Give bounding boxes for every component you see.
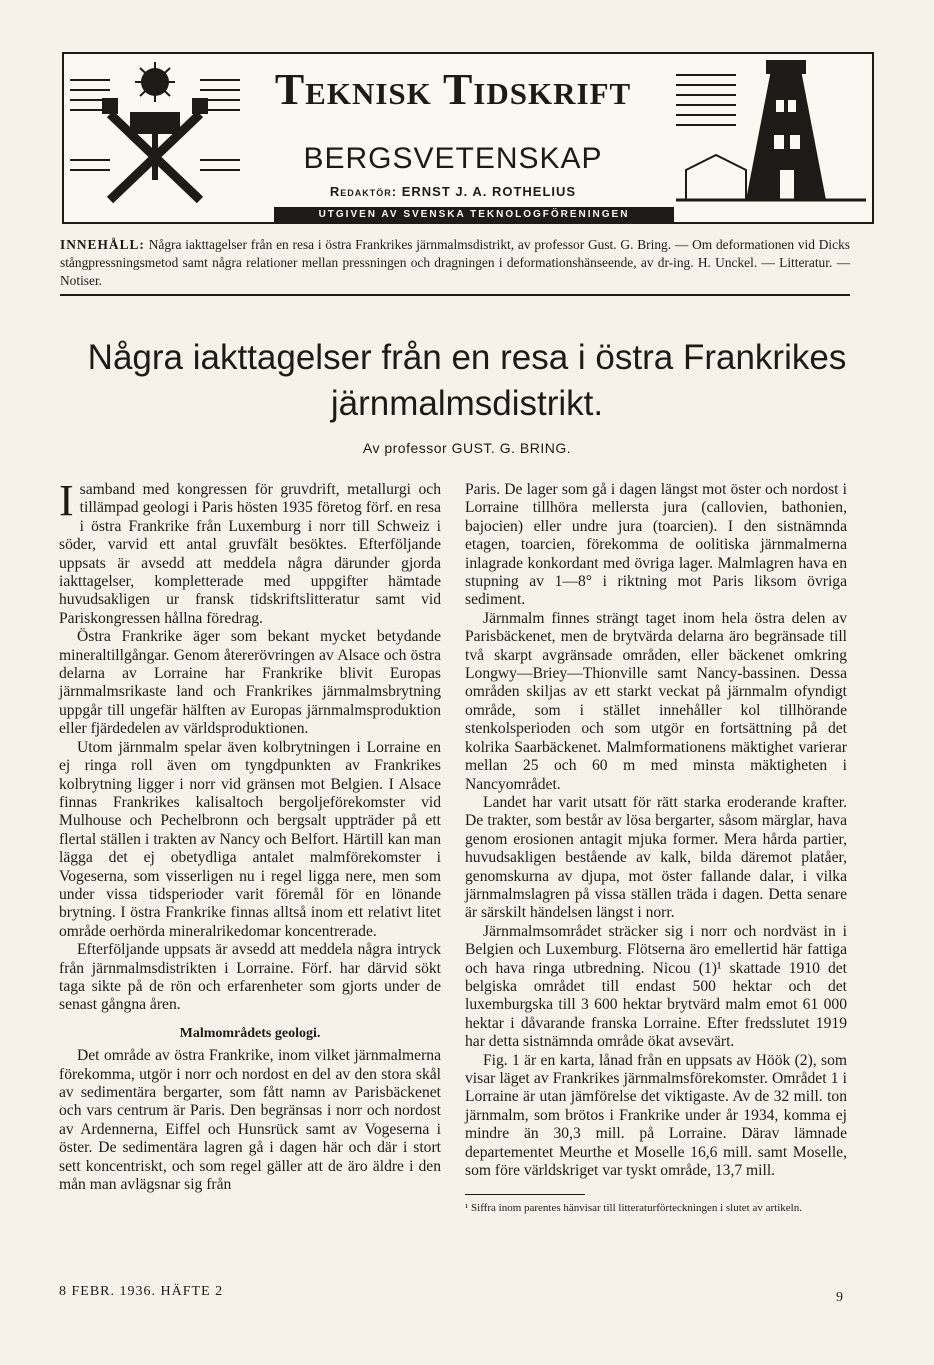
contents-label: INNEHÅLL:: [60, 237, 145, 252]
paragraph: Paris. De lager som gå i dagen längst mot öster och nordost i Lorraine tillhöra mellersta jura (callovien, bathonien, bajocien) eller undre jura (toarcien). I den sistnämnda etagen, toarcien, förekomma de oolitiska järnmalmerna inlagrade konkordant med övriga lager. Malmlagren hava en stupning av 1—8° i riktning mot Paris liksom övriga sediment.: [465, 481, 847, 609]
table-of-contents: [60, 236, 850, 290]
left-column: [59, 476, 441, 1194]
drop-cap: I: [59, 476, 74, 525]
issue-date: 8 FEBR. 1936. HÄFTE 2: [59, 1284, 224, 1299]
article-title: Några iakttagelser från en resa i östra Frankrikes järnmalmsdistrikt.: [87, 338, 847, 423]
paragraph: Det område av östra Frankrike, inom vilket järnmalmerna förekomma, utgör i norr och nordost en del av den stora skål av sedimentära bergarter, som fått namn av Parisbäckenet och vars centrum är Paris. Den begränsas i norr och nordost av Ardennerna, Eiffel och Hunsrück samt av Vogeserna i öster. De sedimentära lagren gå i dagen här och där i stort sett koncentriskt, och som regel gäller att de äro äldre i den mån man avlägsnar sig från: [59, 1047, 441, 1194]
paragraph: Utom järnmalm spelar även kolbrytningen i Lorraine en ej ringa roll även om tyngdpunkten av Frankrikes kolbrytning ligger i norr vid gränsen mot Belgien. I Alsace finnas Frankrikes kalisaltoch bergoljeförekomster vid Mulhouse och Pechelbronn och bergsalt uppträder på ett flertal ställen i trakten av Nancy och Belfort. Härtill kan man lägga det ej obetydliga antalet malmförekomster i Vogeserna, som visserligen nu i regel ligga nere, men som under vissa tidsperioder varit föremål för en lönande brytning. I östra Frankrike finnas alltså inom ett relativt litet område oerhörda mineralrikedomar koncentrerade.: [59, 738, 441, 940]
divider: [60, 294, 850, 296]
journal-title: Teknisk Tidskrift: [274, 65, 632, 114]
byline: Av professor GUST. G. BRING.: [362, 440, 572, 456]
section-name: BERGSVETENSKAP: [303, 142, 603, 175]
paragraph: Efterföljande uppsats är avsedd att meddela några intryck från järnmalmsdistrikten i Lorraine. Förf. har därvid sökt taga sikte på de rön och erfarenheter som gjorts under de senast gångna åren.: [59, 941, 441, 1014]
paragraph: Järnmalmsområdet sträcker sig i norr och nordväst in i Belgien och Luxemburg. Flötserna äro emellertid här fattiga och hava ringa utbredning. Nicou (1)¹ skattade 1910 det belgiska området till endast 500 hektar och det luxemburgska till 3 600 hektar brytvärd malm emot 61 000 hektar i dåvarande franska Lorraine. Efter fredsslutet 1919 har detta sistnämnda område ökat avsevärt.: [465, 922, 847, 1051]
paragraph: Fig. 1 är en karta, lånad från en uppsats av Höök (2), som visar läget av Frankrikes järnmalmsförekomster. Området 1 i Lorraine är utan jämförelse det viktigaste. Av de 32 mill. ton järnmalm, som brötos i Frankrike under år 1934, komma ej mindre än 30,3 mill. på Lorraine. Därav lämnade departementet Meurthe et Moselle 16,6 mill. samt Moselle, som före världskriget var tyskt område, 13,7 mill.: [465, 1051, 847, 1180]
paragraph: Östra Frankrike äger som bekant mycket betydande mineraltillgångar. Genom återerövringen av Alsace och östra delarna av Lorraine har Frankrike blivit Europas järnmalmsrikaste land och Frankrikes järnmalmsbrytning uppgår till ungefär hälften av Europas järnmalmsproduktion eller fjärdedelen av världsproduktionen.: [59, 628, 441, 738]
contents-text: Några iakttagelser från en resa i östra Frankrikes järnmalmsdistrikt, av professor Gust. G. Bring. — Om deformationen vid Dicks stångpressningsmetod samt några relationer mellan pressningen och dragningen i deformationshänseende, av dr-ing. H. Unckel. — Litteratur. — Notiser.: [60, 237, 850, 288]
right-column: [465, 481, 847, 1215]
paragraph: Järnmalm finnes strängt taget inom hela östra delen av Parisbäckenet, men de brytvärda delarna äro begränsade till två skarpt avgränsade områden, eller bäckenet omkring Longwy—Briey—Thionville samt Nancy-bassinen. Dessa områden skiljas av ett starkt veckat på järnmalm ofyndigt område, som i stället innehåller kol tillhörande stenkolsperioden och som utgör en fortsättning på det kolrika Saarbäckenet. Malmformationens mäktighet varierar mellan 25 och 60 m med minsta mäktigheten i Nancyområdet.: [465, 609, 847, 793]
editor-line: Redaktör: ERNST J. A. ROTHELIUS: [329, 184, 577, 199]
footnote-divider: [465, 1194, 585, 1195]
footnote: ¹ Siffra inom parentes hänvisar till litteraturförteckningen i slutet av artikeln.: [465, 1202, 802, 1215]
section-heading: Malmområdets geologi.: [179, 1025, 321, 1041]
crossed-torches-hammer-emblem-icon: [70, 60, 240, 210]
masthead: [62, 52, 874, 224]
paragraph: Isamband med kongressen för gruvdrift, metallurgi och tillämpad geologi i Paris hösten 1935 företog förf. en resa i östra Frankrike från Luxemburg i norr till Schweiz i söder, varvid ett antal gruvfält besöktes. Efterföljande uppsats är avsedd att meddela några därunder gjorda iakttagelser, kompletterade med uppgifter hämtade huvudsakligen ur fransk tidskriftslitteratur samt vid Pariskongressen hållna föredrag.: [59, 476, 441, 627]
paragraph: Landet har varit utsatt för rätt starka eroderande krafter. De trakter, som består av lösa bergarter, såsom märglar, hava genom erosionen antagit mjuka former. Mera hårda partier, huvudsakligen bestående av kalk, bilda däremot platåer, genomskurna av djupa, mot öster fallande dalar, i vilka järnmalmslagren på vissa ställen träda i dagen. Detta senare är särskilt händelsen längst i norr.: [465, 793, 847, 922]
mine-headframe-illustration-icon: [676, 60, 866, 210]
publisher-banner: UTGIVEN AV SVENSKA TEKNOLOGFÖRENINGEN: [274, 207, 674, 223]
page-number: 9: [836, 1290, 843, 1305]
